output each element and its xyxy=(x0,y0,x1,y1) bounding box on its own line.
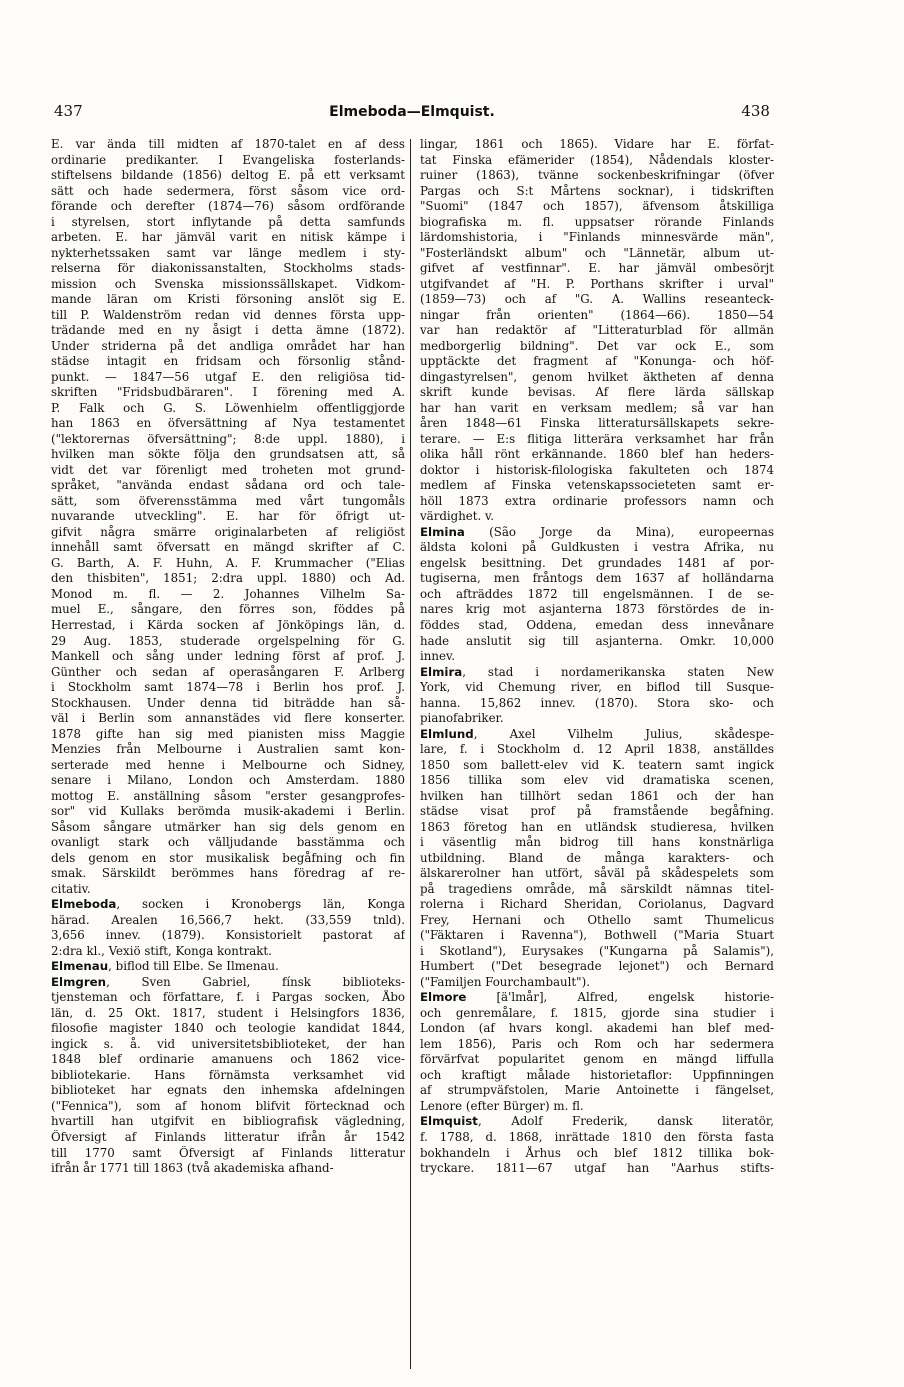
text-line: York, vid Chemung river, en biflod till Susque- xyxy=(420,680,774,695)
text-line: 1856 tillika som elev vid dramatiska scenen, xyxy=(420,773,774,788)
text-line: "Fosterländskt album" och "Lännetär, album ut- xyxy=(420,245,774,260)
text-line: hvilken man sökte följa den grundsatsen att, så xyxy=(51,447,405,462)
text-line: på tragediens område, må särskildt nämnas titel- xyxy=(420,881,774,896)
text-line: utgifvandet af "H. P. Porthans skrifter i urval" xyxy=(420,276,774,291)
text-line: E. var ända till midten af 1870-talet en af dess xyxy=(51,137,405,151)
text-line: hvartill han utgifvit en bibliografisk vägledning, xyxy=(51,1114,405,1129)
text-line: Herrestad, i Kärda socken af Jönköpings län, d. xyxy=(51,617,405,632)
text-line: sätt och hade sedermera, först såsom vice ord- xyxy=(51,183,405,198)
text-line: språket, "använda endast sådana ord och tale- xyxy=(51,478,405,493)
text-line: i Stockholm samt 1874—78 i Berlin hos prof. J. xyxy=(51,680,405,695)
text-line: Günther och sedan af operasångaren F. Arlberg xyxy=(51,664,405,679)
text-line: medborgerlig bildning". Det var ock E., som xyxy=(420,338,774,353)
text-line: ruiner (1863), tvänne sockenbeskrifningar (öfver xyxy=(420,168,774,183)
text-line: härad. Arealen 16,566,7 hekt. (33,559 tnld). xyxy=(51,912,405,927)
text-line: nykterhetssaken samt var länge medlem i sty- xyxy=(51,245,405,260)
text-line: Elmquist, Adolf Frederik, dansk literatör, xyxy=(420,1114,774,1129)
text-line: hvilken han tillhört sedan 1861 och der han xyxy=(420,788,774,803)
text-line: arbeten. E. har jämväl varit en nitisk kämpe i xyxy=(51,230,405,245)
text-line: Monod m. fl. — 2. Johannes Vilhelm Sa- xyxy=(51,586,405,601)
text-line: relserna för diakonissanstalten, Stockholms stads- xyxy=(51,261,405,276)
text-line: ningar från orienten" (1864—66). 1850—54 xyxy=(420,307,774,322)
left-column xyxy=(51,137,405,1177)
text-line: 2:dra kl., Vexiö stift, Konga kontrakt. xyxy=(51,943,272,958)
text-line: ("Familjen Fourchambault"). xyxy=(420,974,590,989)
text-line: olika håll rönt erkännande. 1860 blef han heders- xyxy=(420,447,774,462)
headword: Elmira xyxy=(420,664,463,679)
text-line: ("lektorernas öfversättning"; 8:de uppl. 1880), i xyxy=(51,431,405,446)
text-line: smak. Särskildt berömmes hans föredrag af re- xyxy=(51,866,405,881)
text-line: Pargas och S:t Mårtens socknar), i tidskriften xyxy=(420,183,774,198)
text-line: innehåll samt öfversatt en mängd skrifter af C. xyxy=(51,540,405,555)
text-line: förande och derefter (1874—76) såsom ordförande xyxy=(51,199,405,214)
text-line: ingick s. å. vid universitetsbiblioteket, der han xyxy=(51,1036,405,1051)
text-line: mission och Svenska missionssällskapet. Vidkom- xyxy=(51,276,405,291)
text-line: han 1863 en öfversättning af Nya testamentet xyxy=(51,416,405,431)
text-line: nares krig mot asjanterna 1873 förstördes de in- xyxy=(420,602,774,617)
headword: Elmenau xyxy=(51,959,109,974)
text-line: punkt. — 1847—56 utgaf E. den religiösa tid- xyxy=(51,369,405,384)
text-line: bibliotekarie. Hans förnämsta verksamhet vid xyxy=(51,1067,405,1082)
text-line: doktor i historisk-filologiska fakulteten och 1874 xyxy=(420,462,774,477)
text-line: Såsom sångare utmärker han sig dels genom en xyxy=(51,819,405,834)
text-line: 1878 gifte han sig med pianisten miss Maggie xyxy=(51,726,405,741)
text-line: och kraftigt målade historietaflor: Uppfinningen xyxy=(420,1067,774,1082)
text-line: ("Fennica"), som af honom blifvit förtecknad och xyxy=(51,1098,405,1113)
text-line: åren 1848—61 Finska litteratursällskapets sekre- xyxy=(420,416,774,431)
text-line: Elmore [ä'lmår], Alfred, engelsk historie- xyxy=(420,990,774,1005)
text-line: hanna. 15,862 innev. (1870). Stora sko- och xyxy=(420,695,774,710)
text-line: ("Fäktaren i Ravenna"), Bothwell ("Maria Stuart xyxy=(420,928,774,943)
text-line: pianofabriker. xyxy=(420,711,504,726)
text-line: lem 1856), Paris och Rom och har sedermera xyxy=(420,1036,774,1051)
text-line: Stockhausen. Under denna tid biträdde han så- xyxy=(51,695,405,710)
text-line: stiftelsens bildande (1856) deltog E. på ett verksamt xyxy=(51,168,405,183)
text-line: vidt det var förenligt med troheten mot grund- xyxy=(51,462,405,477)
text-line: tjensteman och författare, f. i Pargas socken, Åbo xyxy=(51,990,405,1005)
running-title: Elmeboda—Elmquist. xyxy=(329,104,495,120)
page-header xyxy=(54,102,770,124)
text-line: trädande med en ny åsigt i detta ämne (1872). xyxy=(51,323,405,338)
text-line: lärdomshistoria, i "Finlands minnesvärde män", xyxy=(420,230,774,245)
text-line: biografiska m. fl. uppsatser rörande Finlands xyxy=(420,214,774,229)
headword: Elmeboda xyxy=(51,897,117,912)
text-line: Öfversigt af Finlands litteratur ifrån år 1542 xyxy=(51,1130,405,1144)
text-line: ordinarie predikanter. I Evangeliska fosterlands- xyxy=(51,152,405,167)
headword: Elmore xyxy=(420,990,467,1005)
text-line: London (af hvars kongl. akademi han blef med- xyxy=(420,1021,774,1036)
text-line: lingar, 1861 och 1865). Vidare har E. förfat- xyxy=(420,137,774,151)
text-line: citativ. xyxy=(51,881,91,896)
text-line: sätt, som öfverensstämma med vårt tungomåls xyxy=(51,493,405,508)
text-line: i styrelsen, stort inflytande på detta samfunds xyxy=(51,214,405,229)
text-line: i väsentlig mån bidrog till hans konstnärliga xyxy=(420,835,774,850)
headword: Elmina xyxy=(420,524,465,539)
text-line: dingastyrelsen", genom hvilket äktheten af denna xyxy=(420,369,774,384)
text-line: 3,656 innev. (1879). Konsistorielt pastorat af xyxy=(51,928,405,943)
text-line: skriften "Fridsbudbäraren". I förening med A. xyxy=(51,385,405,400)
text-line: P. Falk och G. S. Löwenhielm offentliggjorde xyxy=(51,400,405,415)
text-line: filosofie magister 1840 och teologie kandidat 1844, xyxy=(51,1021,405,1036)
text-line: till P. Waldenström redan vid dennes första upp- xyxy=(51,307,405,322)
text-line: i Skotland"), Eurysakes ("Kungarna på Salamis"), xyxy=(420,943,774,958)
text-line: gifvit några smärre originalarbeten af religiöst xyxy=(51,524,405,539)
text-line: innev. xyxy=(420,649,455,664)
right-page-number: 438 xyxy=(741,102,770,120)
text-line: älskarerolner han utfört, såväl på skådespelets som xyxy=(420,866,774,881)
text-line: Elmlund, Axel Vilhelm Julius, skådespe- xyxy=(420,726,774,741)
text-line: ovanligt stark och välljudande basstämma och xyxy=(51,835,405,850)
text-line: äldsta koloni på Guldkusten i vestra Afrika, nu xyxy=(420,540,774,555)
text-line: Mankell och sång under ledning först af prof. J. xyxy=(51,649,405,664)
text-line: Elmeboda, socken i Kronobergs län, Konga xyxy=(51,897,405,912)
text-line: muel E., sångare, den förres son, föddes på xyxy=(51,602,405,617)
text-line: väl i Berlin som annanstädes vid flere konserter. xyxy=(51,711,405,726)
text-line: Humbert ("Det besegrade lejonet") och Bernard xyxy=(420,959,774,974)
text-line: Lenore (efter Bürger) m. fl. xyxy=(420,1098,584,1113)
text-line: Elmira, stad i nordamerikanska staten New xyxy=(420,664,774,679)
headword: Elmlund xyxy=(420,726,474,741)
text-line: 29 Aug. 1853, studerade orgelspelning för G. xyxy=(51,633,405,648)
text-line: värdighet. v. xyxy=(420,509,495,524)
text-line: engelsk besittning. Det grundades 1481 af por- xyxy=(420,555,774,570)
text-line: län, d. 25 Okt. 1817, student i Helsingfors 1836, xyxy=(51,1005,405,1020)
text-line: Under striderna på det andliga området har han xyxy=(51,338,405,353)
text-line: städse intagit en fridsam och försonlig stånd- xyxy=(51,354,405,369)
text-line: 1850 som ballett-elev vid K. teatern samt ingick xyxy=(420,757,774,772)
text-line: senare i Milano, London och Amsterdam. 1880 xyxy=(51,773,405,788)
text-line: mande läran om Kristi försoning anslöt sig E. xyxy=(51,292,405,307)
text-line: Elmina (São Jorge da Mina), europeernas xyxy=(420,524,774,539)
text-line: ifrån år 1771 till 1863 (två akademiska afhand- xyxy=(51,1161,334,1176)
text-line: tryckare. 1811—67 utgaf han "Aarhus stifts- xyxy=(420,1161,774,1176)
right-column xyxy=(420,137,774,1177)
text-line: biblioteket har egnats den inhemska afdelningen xyxy=(51,1083,405,1098)
text-line: (1859—73) och af "G. A. Wallins reseanteck- xyxy=(420,292,774,307)
text-line: bokhandeln i Århus och blef 1812 tillika bok- xyxy=(420,1145,774,1160)
text-line: den thisbiten", 1851; 2:dra uppl. 1880) och Ad. xyxy=(51,571,405,586)
text-line: förvärfvat popularitet genom en mängd liffulla xyxy=(420,1052,774,1067)
text-line: gifvet af vestfinnar". E. har jämväl ombesörjt xyxy=(420,261,774,276)
text-line: till 1770 samt Öfversigt af Finlands litteratur xyxy=(51,1145,405,1160)
text-line: och afträddes 1872 till engelsmännen. I de se- xyxy=(420,586,774,601)
text-line: var han redaktör af "Litteraturblad för allmän xyxy=(420,323,774,338)
text-line: städse visat prof på framstående begåfning. xyxy=(420,804,774,819)
column-divider xyxy=(410,139,411,1369)
text-line: medlem af Finska vetenskapssocieteten samt er- xyxy=(420,478,774,493)
text-line: sor" vid Kullaks berömda musik-akademi i Berlin. xyxy=(51,804,405,819)
text-line: Frey, Hernani och Othello samt Thumelicus xyxy=(420,912,774,927)
text-line: och genremålare, f. 1815, gjorde sina studier i xyxy=(420,1005,774,1020)
text-line: hade anslutit sig till asjanterna. Omkr. 10,000 xyxy=(420,633,774,648)
text-line: Elmgren, Sven Gabriel, fínsk biblioteks- xyxy=(51,974,405,989)
text-line: upptäckte det fragment af "Konunga- och höf- xyxy=(420,354,774,369)
text-line: skrift kunde bevisas. Af flere lärda sällskap xyxy=(420,385,774,400)
text-line: föddes stad, Oddena, emedan dess innevånare xyxy=(420,617,774,632)
headword: Elmgren xyxy=(51,974,107,989)
headword: Elmquist xyxy=(420,1114,478,1129)
text-line: f. 1788, d. 1868, inrättade 1810 den första fasta xyxy=(420,1130,774,1144)
text-line: G. Barth, A. F. Huhn, A. F. Krummacher ("Elias xyxy=(51,555,405,570)
text-line: terare. — E:s flitiga litterära verksamhet har från xyxy=(420,431,774,446)
text-line: 1863 företog han en utländsk studieresa, hvilken xyxy=(420,819,774,834)
text-line: Elmenau, biflod till Elbe. Se Ilmenau. xyxy=(51,959,279,974)
text-line: har han varit en verksam medlem; så var han xyxy=(420,400,774,415)
text-line: tugiserna, men fråntogs dem 1637 af holländarna xyxy=(420,571,774,586)
text-line: mottog E. anställning såsom "erster gesangprofes- xyxy=(51,788,405,803)
text-line: tat Finska efämerider (1854), Nådendals kloster- xyxy=(420,152,774,167)
text-line: af strumpväfstolen, Marie Antoinette i fängelset, xyxy=(420,1083,774,1098)
text-line: "Suomi" (1847 och 1857), äfvensom åtskilliga xyxy=(420,199,774,214)
text-line: rolerna i Richard Sheridan, Coriolanus, Dagvard xyxy=(420,897,774,912)
text-line: höll 1873 extra ordinarie professors namn och xyxy=(420,493,774,508)
left-page-number: 437 xyxy=(54,102,83,120)
text-line: lare, f. i Stockholm d. 12 April 1838, anställdes xyxy=(420,742,774,757)
text-line: 1848 blef ordinarie amanuens och 1862 vice- xyxy=(51,1052,405,1067)
text-line: utbildning. Bland de många karakters- och xyxy=(420,850,774,865)
text-line: dels genom en stor musikalisk begåfning och fin xyxy=(51,850,405,865)
text-line: Menzies från Melbourne i Australien samt kon- xyxy=(51,742,405,757)
text-line: nuvarande utveckling". E. har för öfrigt ut- xyxy=(51,509,405,524)
text-line: serterade med henne i Melbourne och Sidney, xyxy=(51,757,405,772)
